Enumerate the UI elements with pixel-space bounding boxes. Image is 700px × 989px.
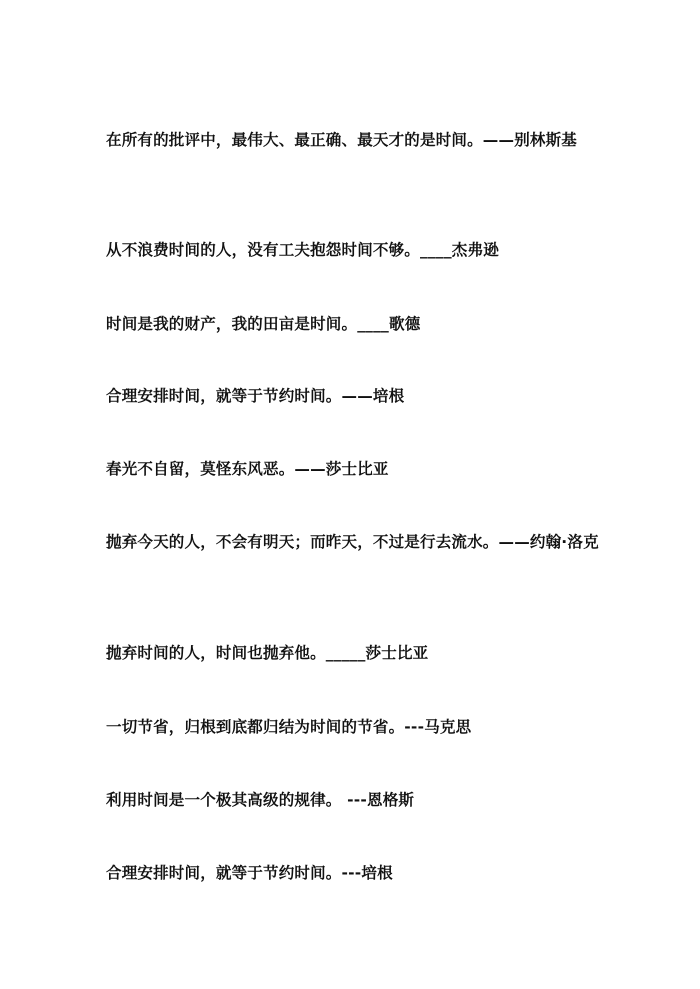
quote-jefferson: 从不浪费时间的人，没有工夫抱怨时间不够。____杰弗逊	[106, 241, 499, 259]
quote-bacon-1: 合理安排时间，就等于节约时间。——培根	[106, 387, 405, 405]
quote-marx: 一切节省，归根到底都归结为时间的节省。---马克思	[106, 718, 472, 736]
quote-bacon-2: 合理安排时间，就等于节约时间。---培根	[106, 864, 393, 882]
quote-locke: 抛弃今天的人，不会有明天；而昨天，不过是行去流水。——约翰·洛克	[106, 533, 599, 551]
quote-goethe: 时间是我的财产，我的田亩是时间。____歌德	[106, 315, 421, 333]
quote-belinsky: 在所有的批评中，最伟大、最正确、最天才的是时间。——别林斯基	[106, 131, 578, 149]
quote-shakespeare-2: 抛弃时间的人，时间也抛弃他。_____莎士比亚	[106, 644, 429, 662]
quote-shakespeare-1: 春光不自留，莫怪东风恶。——莎士比亚	[106, 460, 389, 478]
quote-engels: 利用时间是一个极其高级的规律。 ---恩格斯	[106, 791, 415, 809]
